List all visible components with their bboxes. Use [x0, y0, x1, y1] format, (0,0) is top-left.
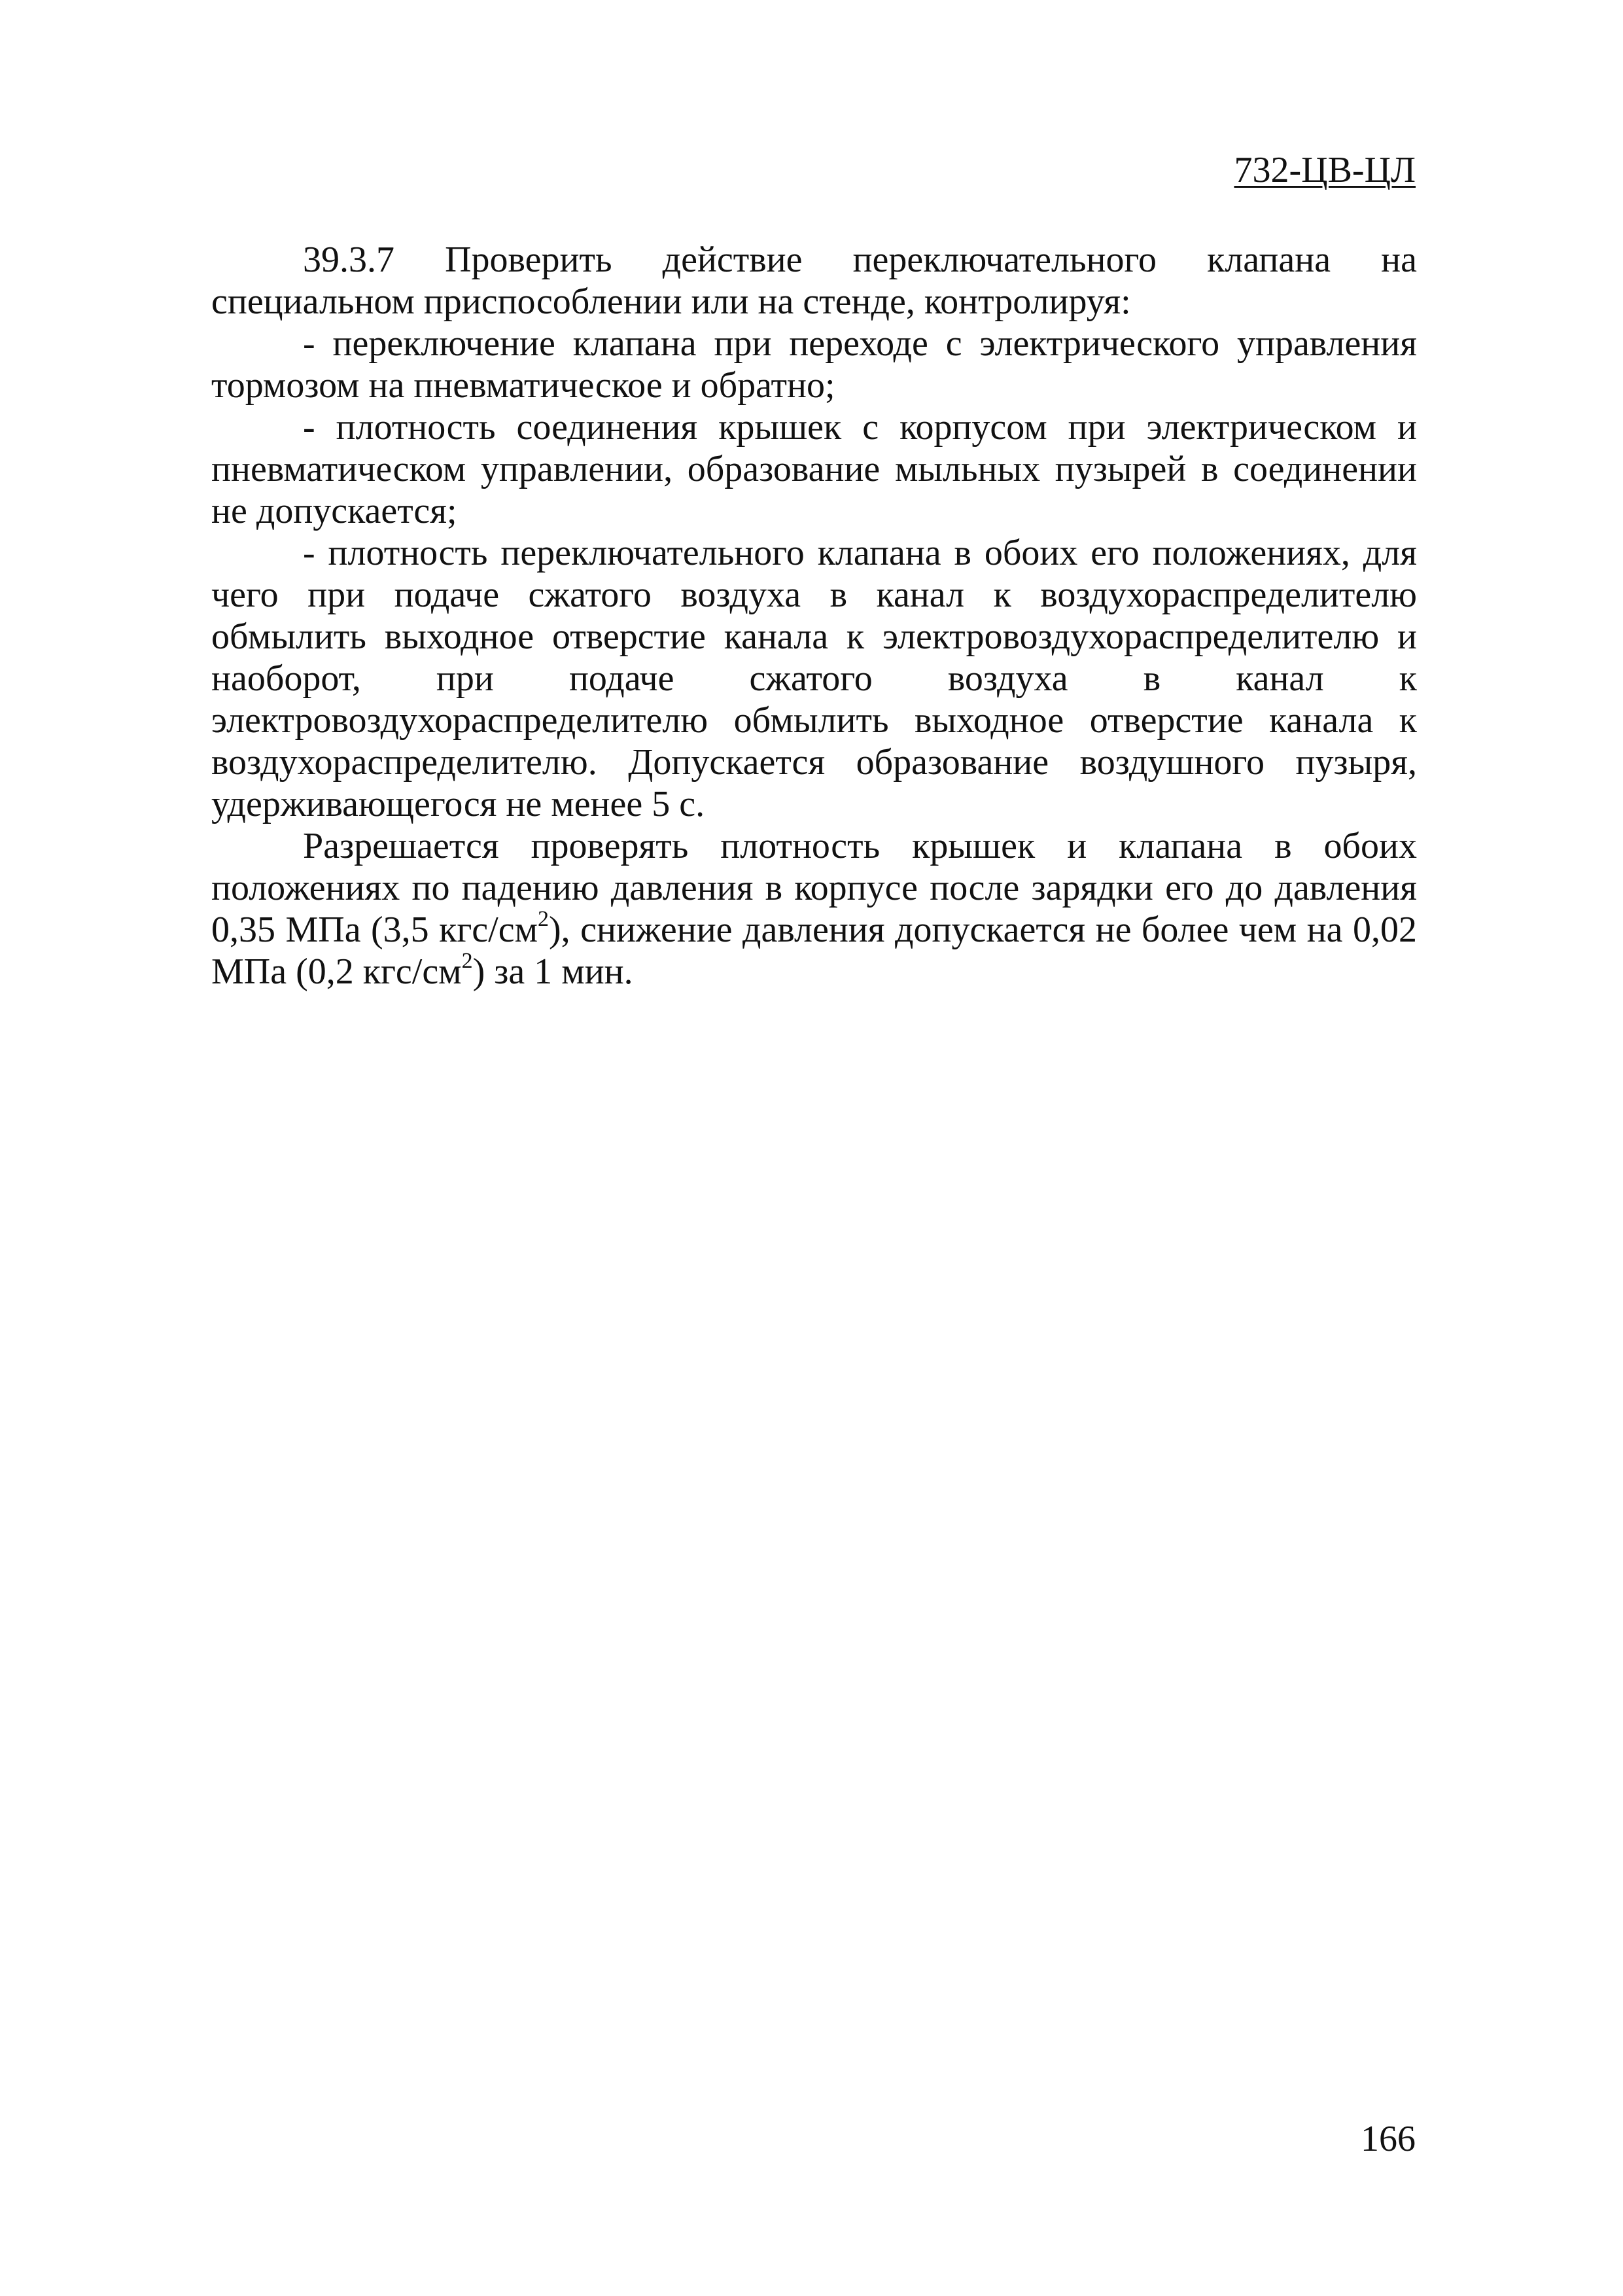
document-code: 732-ЦВ-ЦЛ	[1234, 150, 1416, 190]
body-text	[211, 239, 1417, 993]
paragraph-3937: 39.3.7 Проверить действие переключательного клапана на специальном приспособлении или на стенде, контролируя:	[211, 239, 1417, 322]
superscript-2-b: 2	[461, 949, 473, 974]
pressure-text-part-3: ) за 1 мин.	[472, 951, 633, 992]
page-number: 166	[1361, 2119, 1416, 2159]
paragraph-valve-switching: - переключение клапана при переходе с электрического управления тормозом на пневматическое и обратно;	[211, 323, 1417, 406]
paragraph-cover-tightness: - плотность соединения крышек с корпусом при электрическом и пневматическом управлении, образование мыльных пузырей в соединении не допускается;	[211, 407, 1417, 531]
superscript-2-a: 2	[538, 907, 550, 932]
paragraph-valve-tightness: - плотность переключательного клапана в обоих его положениях, для чего при подаче сжатого воздуха в канал к воздухораспределителю обмылить выходное отверстие канала к электровоздухораспределителю и наоборот, при подаче сжатого воздуха в канал к электровоздухораспределителю обмылить выходное отверстие канала к воздухораспределителю. Допускается образование воздушного пузыря, удерживающегося не менее 5 с.	[211, 533, 1417, 824]
pressure-text-part-2: ), снижение давления допускается не более чем на 0,02 МПа (0,2 кгс/см	[211, 910, 1417, 992]
paragraph-pressure-drop	[211, 825, 1417, 993]
pressure-text-part-1: Разрешается проверять плотность крышек и клапана в обоих положениях по падению давления в корпусе после зарядки его до давления 0,35 МПа (3,5 кгс/см	[211, 826, 1417, 950]
